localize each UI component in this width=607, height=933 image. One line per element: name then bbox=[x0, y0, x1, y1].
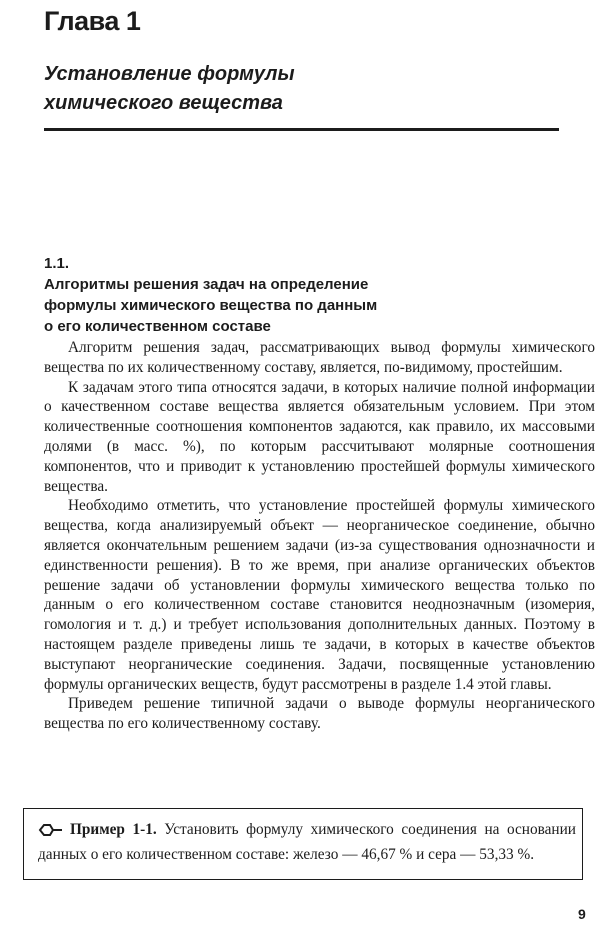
paragraph: Алгоритм решения задач, рассматривающих вывод формулы химического вещества по их количественному составу, является, по-видимому, простейшим. bbox=[44, 339, 595, 376]
paragraph: Приведем решение типичной задачи о выводе формулы неорганического вещества по его количественному составу. bbox=[44, 695, 595, 733]
example-text: Установить формулу химического соединения на основании данных о его количественном составе: железо — 46,67 % и сера — 53,33 %. bbox=[38, 821, 576, 863]
section-title bbox=[44, 274, 524, 337]
chapter-divider bbox=[44, 128, 559, 131]
section-number: 1.1. bbox=[44, 255, 70, 272]
chapter-subtitle-line: химического вещества bbox=[44, 92, 283, 114]
chapter-subtitle bbox=[44, 60, 295, 118]
section-title-line: Алгоритмы решения задач на определение bbox=[44, 276, 369, 293]
page-number: 9 bbox=[578, 906, 586, 922]
chapter-title: Глава 1 bbox=[44, 6, 141, 36]
section-title-line: о его количественном составе bbox=[44, 318, 271, 335]
section-title-line: формулы химического вещества по данным bbox=[44, 297, 378, 314]
body-text bbox=[44, 338, 595, 734]
section-heading bbox=[44, 253, 524, 337]
example-box bbox=[23, 808, 583, 880]
chapter-subtitle-line: Установление формулы bbox=[44, 63, 295, 85]
key-icon bbox=[38, 822, 64, 844]
paragraph: К задачам этого типа относятся задачи, в которых наличие полной информации о качественном составе вещества является обязательным условием. При этом количественные соотношения компонентов задаются, как правило, их массовыми долями (в масс. %), по которым рассчитывают молярные соотношения компонентов, что и приводит к установлению простейшей формулы химического вещества. bbox=[44, 378, 595, 495]
paragraph: Необходимо отметить, что установление простейшей формулы химического вещества, когда анализируемый объект — неорганическое соединение, обычно является окончательным решением задачи (из-за существования однозначности и единственности решения). В то же время, при анализе органических объектов решение задачи об установлении формулы химического вещества только по данным о его количественном составе становится неоднозначным (изомерия, гомология и т. д.) и требует использования дополнительных данных. Поэтому в настоящем разделе приведены лишь те задачи, в которых в качестве объектов выступают неорганические соединения. Задачи, посвященные установлению формулы органических веществ, будут рассмотрены в разделе 1.4 этой главы. bbox=[44, 497, 595, 693]
example-label: Пример 1-1. bbox=[70, 821, 157, 838]
